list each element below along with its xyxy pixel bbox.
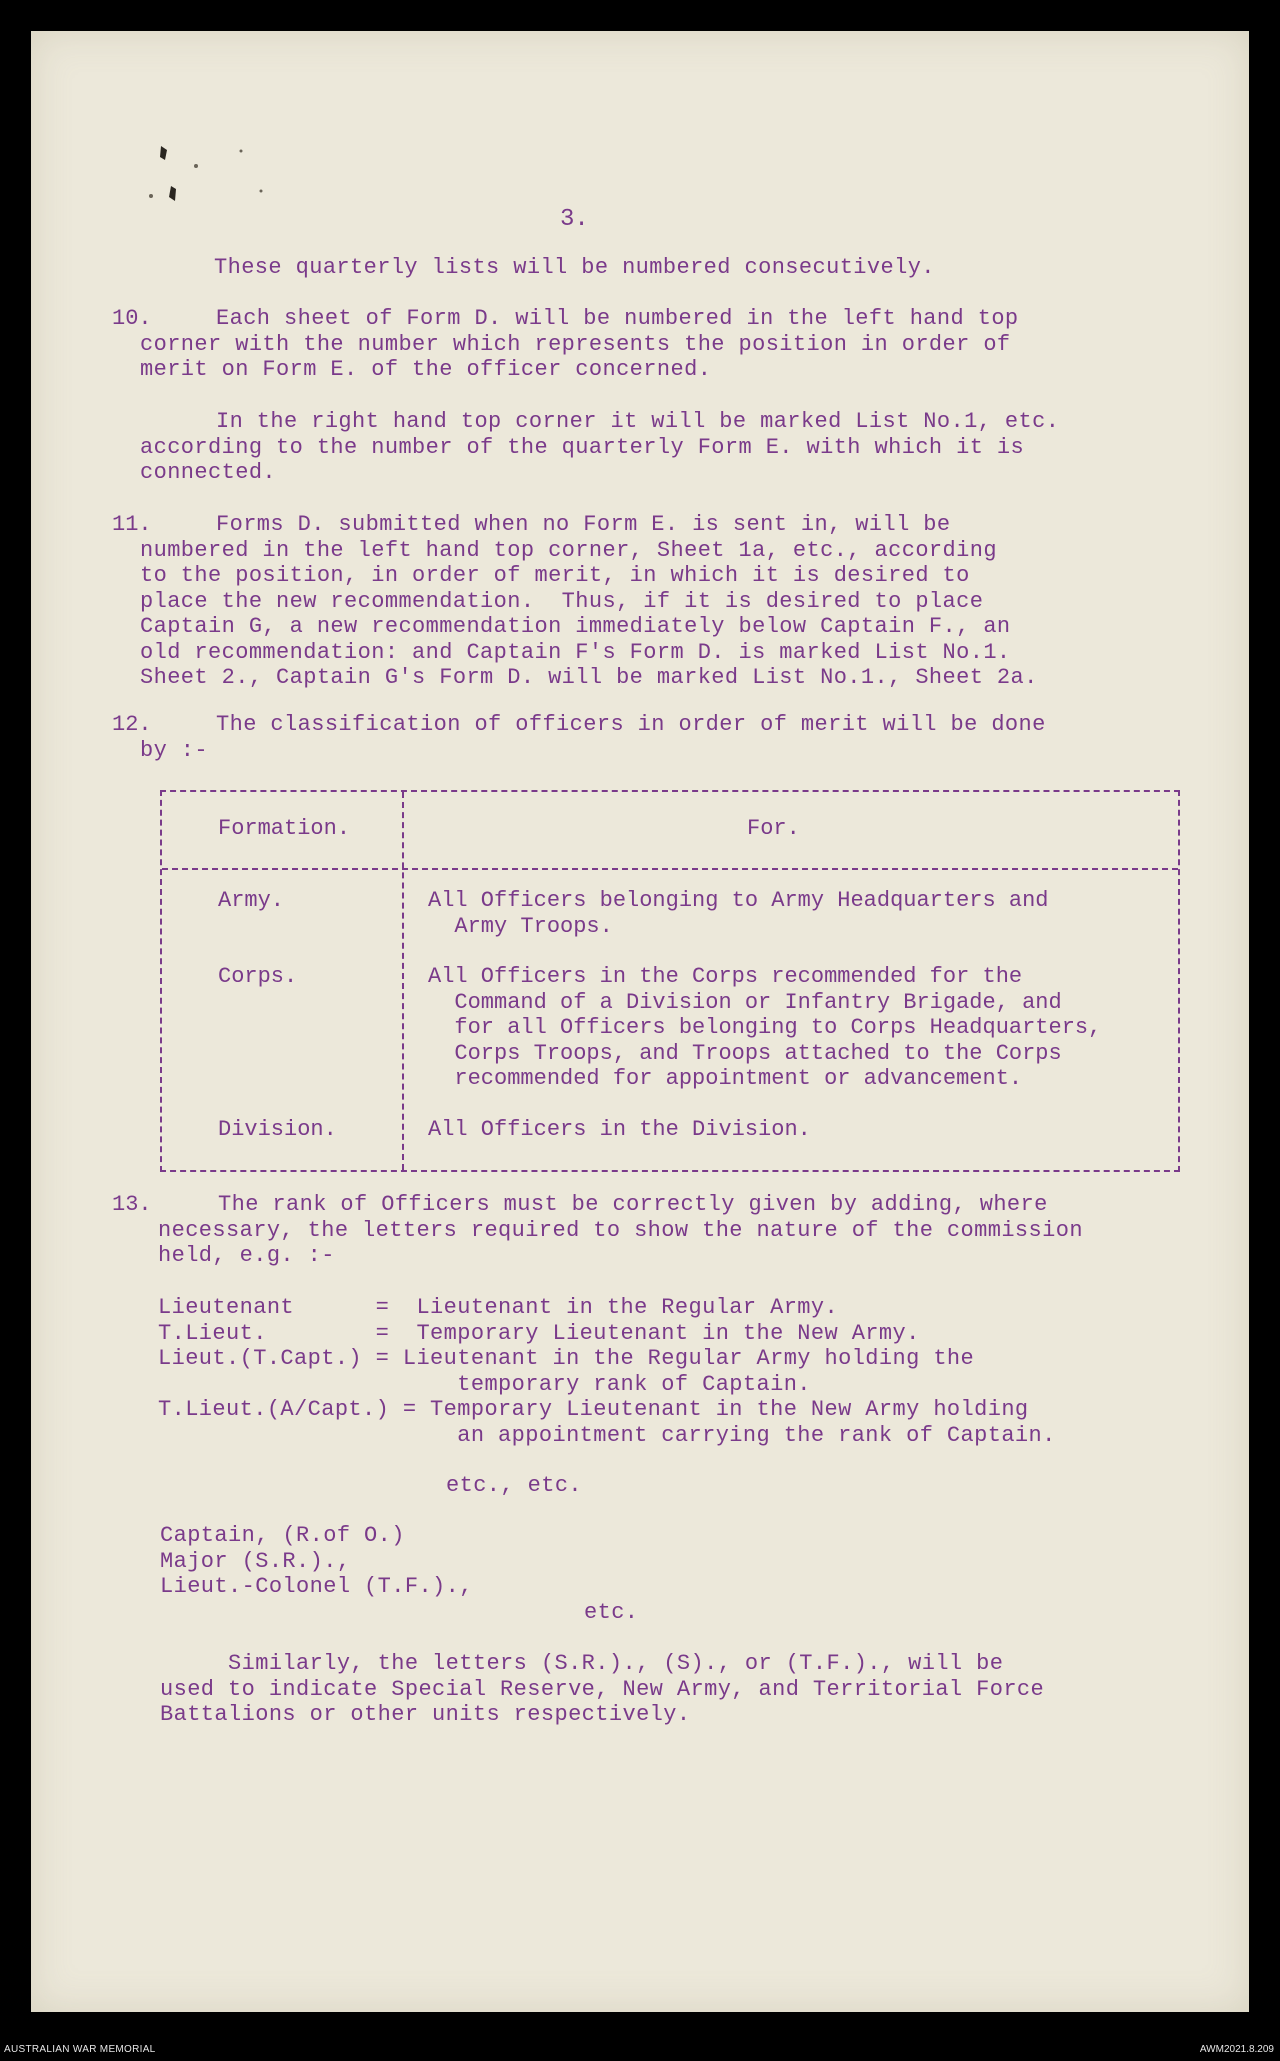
para-11-number: 11. bbox=[112, 512, 152, 537]
table-header-formation: Formation. bbox=[218, 816, 351, 841]
para-13-text: The rank of Officers must be correctly given by adding, where necessary, the letters required to show the nature of the commission held, e.g. :- bbox=[158, 1192, 1083, 1268]
table-column-divider bbox=[402, 792, 404, 1170]
para-11-text: Forms D. submitted when no Form E. is sent in, will be numbered in the left hand top corner, Sheet 1a, etc., according to the position, in order of merit, in which it is desired to place the new recommendation. Thus, if it is desired to place Captain G, a new recommendation immediately below Captain F., an old recommendation: and Captain F's Form D. is marked List No.1. Sheet 2., Captain G's Form D. will be marked List No.1., Sheet 2a. bbox=[140, 512, 1038, 690]
footer-institution: AUSTRALIAN WAR MEMORIAL bbox=[4, 2044, 156, 2055]
para-12-number: 12. bbox=[112, 712, 152, 737]
table-row-division-for: All Officers in the Division. bbox=[428, 1117, 811, 1142]
table-row-army-formation: Army. bbox=[218, 888, 285, 913]
para-12-text: The classification of officers in order of merit will be done by :- bbox=[140, 712, 1046, 763]
page-number: 3. bbox=[560, 206, 589, 233]
classification-table bbox=[160, 790, 1180, 1172]
table-header-divider bbox=[162, 868, 1178, 870]
footer-reference: AWM2021.8.209 bbox=[1199, 2044, 1274, 2055]
para-13-etc-1: etc., etc. bbox=[446, 1473, 583, 1498]
para-13-examples-2: Captain, (R.of O.) Major (S.R.)., Lieut.-Colonel (T.F.)., bbox=[160, 1523, 473, 1599]
para-10-number: 10. bbox=[112, 306, 152, 331]
para-13-etc-2: etc. bbox=[584, 1600, 639, 1625]
para-13-examples: Lieutenant = Lieutenant in the Regular Army. T.Lieut. = Temporary Lieutenant in the New Army. Lieut.(T.Capt.) = Lieutenant in the Regular Army holding the temporary rank of Captain. T.Lieut.(A/Capt.) = Temporary Lieutenant in the New Army holding an appointment carrying the rank of Captain. bbox=[158, 1295, 1056, 1448]
para-10-subtext: In the right hand top corner it will be marked List No.1, etc. according to the number of the quarterly Form E. with which it is connected. bbox=[140, 409, 1060, 485]
para-10-text: Each sheet of Form D. will be numbered in the left hand top corner with the number which represents the position in order of merit on Form E. of the officer concerned. bbox=[140, 306, 1019, 382]
intro-line: These quarterly lists will be numbered consecutively. bbox=[214, 255, 935, 280]
table-row-corps-formation: Corps. bbox=[218, 964, 298, 989]
para-13-number: 13. bbox=[112, 1192, 152, 1217]
table-row-corps-for: All Officers in the Corps recommended for the Command of a Division or Infantry Brigade, and for all Officers belonging to Corps Headquarters, Corps Troops, and Troops attached to the Corps recommended for appointment or advancement. bbox=[428, 964, 1102, 1091]
paper-damage-marks bbox=[121, 126, 281, 246]
para-13-closing: Similarly, the letters (S.R.)., (S)., or (T.F.)., will be used to indicate Special Reserve, New Army, and Territorial Force Battalions or other units respectively. bbox=[160, 1651, 1045, 1727]
table-row-army-for: All Officers belonging to Army Headquarters and Army Troops. bbox=[428, 888, 1049, 939]
table-row-division-formation: Division. bbox=[218, 1117, 337, 1142]
table-header-for: For. bbox=[747, 816, 800, 841]
